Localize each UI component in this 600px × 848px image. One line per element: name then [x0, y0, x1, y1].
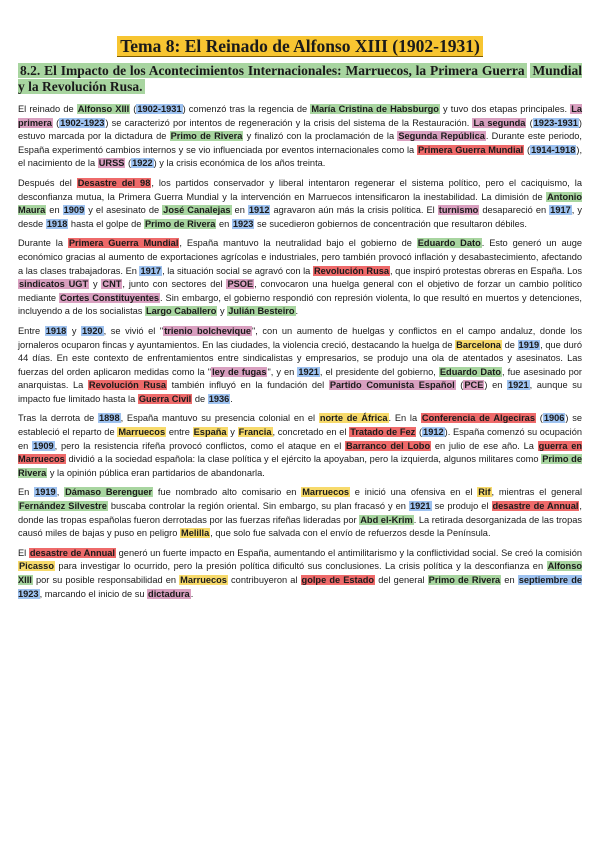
text-run: , marcando el inicio de su [39, 588, 148, 599]
text-run: En [18, 487, 35, 498]
text-run: también influyó en la fundación del [167, 380, 329, 391]
text-run: contribuyeron al [227, 575, 301, 585]
text-run: ( [535, 413, 543, 424]
text-run: , se vivió el " [103, 325, 164, 336]
text-run: , convocaron una huelga general con el objetivo de forzar un cambio político mediante [18, 279, 582, 303]
highlighted-term: Alfonso XIII [77, 104, 130, 114]
highlighted-term: trienio bolchevique [164, 325, 252, 336]
highlighted-term: Melilla [180, 528, 210, 539]
text-run: en [501, 575, 518, 585]
text-run: , junto con sectores del [122, 279, 227, 290]
highlighted-term: 1914-1918 [531, 144, 576, 155]
highlighted-term: ley de fugas [212, 366, 267, 377]
highlighted-term: URSS [98, 158, 125, 169]
text-run: y finalizó con la proclamación de la [243, 131, 398, 142]
text-run: se produjo el [431, 501, 492, 512]
text-run: . En la [388, 413, 421, 424]
highlighted-term: 1912 [248, 205, 270, 216]
highlighted-term: sindicatos UGT [19, 279, 89, 290]
highlighted-term: Primo de Rivera [428, 575, 501, 585]
section-subtitle [18, 63, 582, 95]
text-run: Tras la derrota de [18, 413, 99, 424]
highlighted-term: Tratado de Fez [350, 427, 416, 438]
highlighted-term: Conferencia de Algeciras [421, 413, 535, 424]
text-run: ( [524, 144, 531, 155]
text-run: , los partidos conservador y liberal intentaron regenerar el sistema político, pero el caciquismo, la desconfianza mutua, la Primera Guerra Mundial y la intervención en Marruecos intensificaron la inestabilidad. La dimisión de [18, 177, 582, 202]
text-run: en [231, 205, 248, 216]
highlighted-term: Primera Guerra Mundial [417, 144, 524, 155]
paragraph-5 [18, 412, 582, 480]
text-run: , que solo fue salvada con el envío de refuerzos desde la Península. [210, 528, 491, 539]
text-run: fue nombrado alto comisario en [153, 487, 302, 498]
text-run: de [501, 339, 518, 350]
paragraph-4 [18, 325, 582, 407]
highlighted-term: Revolución Rusa [313, 265, 390, 276]
highlighted-term: 1902-1923 [60, 117, 105, 128]
text-run: ", y en [267, 366, 298, 377]
text-run: y [217, 306, 228, 317]
highlighted-term: Marruecos [302, 487, 350, 498]
text-run: , la situación social se agravó con la [162, 265, 313, 276]
text-run: y [67, 325, 82, 336]
text-run: ) estuvo marcada por la dictadura de [18, 117, 582, 142]
text-run: El reinado de [18, 104, 77, 114]
body-text [18, 103, 582, 601]
text-run: ( [455, 380, 464, 391]
highlighted-term: Antonio Maura [18, 191, 582, 216]
text-run: en [46, 205, 63, 216]
highlighted-term: 1917 [550, 205, 571, 216]
highlighted-term: golpe de Estado [301, 575, 375, 585]
text-run: y [227, 427, 238, 438]
text-run: ) se estableció el reparto de [18, 413, 583, 438]
highlighted-term: 1912 [423, 427, 444, 438]
text-run: Entre [18, 325, 45, 336]
highlighted-term: 1898 [99, 413, 120, 424]
title-wrapper [18, 36, 582, 57]
text-run: buscaba controlar la región oriental. Sin embargo, su plan fracasó y en [107, 501, 409, 512]
highlighted-term: CNT [102, 279, 122, 290]
text-run: , concretado en el [272, 427, 350, 438]
highlighted-term: Dámaso Berenguer [65, 487, 153, 498]
text-run: y tuvo dos etapas principales. [439, 104, 571, 114]
text-run: Después del [18, 177, 77, 188]
text-run: del general [375, 575, 428, 585]
text-run: , España mantuvo su presencia colonial en el [120, 413, 319, 424]
text-run: e inició una ofensiva en el [350, 487, 478, 498]
text-run: , [56, 487, 65, 498]
highlighted-term: 1921 [409, 501, 431, 512]
highlighted-term: 1923 [232, 218, 254, 229]
paragraph-3 [18, 237, 582, 319]
text-run: , mientras el general [491, 487, 583, 498]
highlighted-term: septiembre de 1923 [18, 575, 582, 599]
highlighted-term: Alfonso XIII [18, 561, 582, 585]
highlighted-term: Primo de Rivera [170, 131, 243, 142]
highlighted-term: Picasso [19, 561, 54, 572]
highlighted-term: Julián Besteiro [228, 306, 295, 317]
text-run: , aunque su impacto fue limitado hasta la [18, 380, 583, 404]
highlighted-term: Fernández Silvestre [19, 501, 107, 512]
highlighted-term: guerra en Marruecos [18, 440, 583, 465]
highlighted-term: Marruecos [118, 427, 166, 438]
highlighted-term: PSOE [227, 279, 254, 290]
text-run: agravaron aún más la crisis política. El [270, 205, 438, 216]
text-run: Durante la [18, 238, 68, 249]
highlighted-term: 1919 [35, 487, 56, 498]
text-run: . Esto generó un auge económico gracias al aumento de exportaciones agrícolas e industriales, pero también provocó inflación y desabastecimiento, afectando a las clases trabajadoras. En [18, 238, 583, 276]
highlighted-term: Rif [478, 487, 491, 498]
text-run: , donde las tropas españolas fueron derrotadas por las fuerzas rifeñas lideradas por [18, 501, 582, 525]
paragraph-1 [18, 103, 582, 171]
text-run: hasta el golpe de [68, 218, 144, 229]
highlighted-term: Primera Guerra Mundial [68, 238, 179, 249]
highlighted-term: 1919 [518, 339, 540, 350]
highlighted-term: Barcelona [456, 339, 501, 350]
text-run: . Sin embargo, el gobierno respondió con represión violenta, lo que resultó en muertos y detenciones, incluyendo a de los socialistas [18, 292, 582, 317]
highlighted-term: norte de África [319, 413, 388, 424]
text-run: ", con un aumento de huelgas y conflictos en el campo andaluz, donde los jornaleros ocuparon fincas y ayuntamientos. En las ciudades, la violencia creció, destacando la huelga de [18, 325, 583, 350]
text-run: ( [52, 117, 60, 128]
text-run: en [216, 218, 232, 229]
text-run: , fue asesinado por anarquistas. La [18, 366, 583, 391]
highlighted-term: 1920 [82, 325, 103, 336]
text-run: . Durante este periodo, España experimentó cambios internos y se vio influenciada por eventos internacionales como la [18, 131, 582, 155]
highlighted-term: Cortes Constituyentes [60, 292, 160, 303]
subtitle-line-1: 8.2. El Impacto de los Acontecimientos Internacionales: Marruecos, la Primera Guerra [20, 63, 525, 78]
highlighted-term: Eduardo Dato [439, 366, 501, 377]
highlighted-term: María Cristina de Habsburgo [311, 104, 439, 114]
highlighted-term: Abd el-Krim [360, 514, 413, 525]
highlighted-term: 1909 [33, 440, 54, 451]
text-run: El [18, 547, 29, 558]
subtitle-line-2: Mundial y la Revolución Rusa. [18, 63, 582, 94]
highlighted-term: Marruecos [180, 575, 227, 585]
text-run: , pero la resistencia rifeña provocó conflictos, como el ataque en el [54, 440, 346, 451]
highlighted-term: Guerra Civil [138, 393, 192, 404]
highlighted-term: 1917 [140, 265, 162, 276]
text-run: de [192, 393, 208, 404]
highlighted-term: dictadura [148, 588, 190, 599]
highlighted-term: desastre de Annual [492, 501, 579, 512]
paragraph-6 [18, 486, 582, 540]
text-run: . [295, 306, 299, 317]
text-run: . La retirada desorganizada de las tropas causó miles de bajas y puso en peligro [18, 514, 582, 539]
highlighted-term: desastre de Annual [29, 547, 116, 558]
highlighted-term: Desastre del 98 [77, 177, 151, 188]
highlighted-term: España [193, 427, 227, 438]
highlighted-term: 1909 [63, 205, 85, 216]
text-run: ) se caracterizó por intentos de regeneración y la crisis del sistema de la Restauración. [105, 117, 473, 128]
highlighted-term: 1921 [508, 380, 529, 391]
paragraph-2 [18, 177, 582, 231]
text-run: por su posible responsabilidad en [32, 575, 180, 585]
text-run: ) comenzó tras la regencia de [182, 104, 311, 114]
text-run: , que duró 44 días. En este contexto de enfrentamientos entre sindicalistas y empresarios, se produjo una ola de atentados y asesinatos. Las fuerzas del orden aplicaron medidas como la " [18, 339, 582, 377]
text-run: generó un fuerte impacto en España, aumentando el antimilitarismo y la conflictividad social. Se creó la comisión [116, 547, 582, 558]
text-run: , el presidente del gobierno, [319, 366, 439, 377]
text-run: . [230, 393, 233, 404]
text-run: , que inspiró protestas obreras en España. Los [390, 265, 583, 276]
highlighted-term: 1922 [132, 158, 153, 169]
highlighted-term: 1921 [298, 366, 319, 377]
highlighted-term: Barranco del Lobo [346, 440, 431, 451]
highlighted-term: La segunda [473, 117, 526, 128]
page-title: Tema 8: El Reinado de Alfonso XIII (1902-1931) [117, 36, 483, 57]
highlighted-term: Partido Comunista Español [329, 380, 455, 391]
highlighted-term: PCE [464, 380, 484, 391]
highlighted-term: José Canalejas [163, 205, 231, 216]
highlighted-term: Segunda República [398, 131, 485, 142]
highlighted-term: Primo de Rivera [18, 454, 582, 478]
highlighted-term: La primera [18, 104, 582, 128]
highlighted-term: 1918 [45, 325, 67, 336]
text-run: y [89, 279, 102, 290]
highlighted-term: 1918 [46, 218, 68, 229]
text-run: se sucedieron gobiernos de concentración que resultaron débiles. [254, 218, 527, 229]
text-run: para investigar lo ocurrido, pero la presión política dificultó sus conclusiones. La crisis política y la desconfianza en [54, 561, 547, 572]
text-run: ( [416, 427, 423, 438]
text-run: ) en [484, 380, 508, 391]
highlighted-term: 1906 [543, 413, 565, 424]
text-run: , España mantuvo la neutralidad bajo el gobierno de [179, 238, 417, 249]
text-run: . [190, 588, 194, 599]
paragraph-7 [18, 547, 582, 601]
highlighted-term: 1902-1931 [137, 104, 182, 114]
text-run: en julio de ese año. La [431, 440, 538, 451]
text-run: desapareció en [479, 205, 550, 216]
text-run: entre [166, 427, 193, 438]
text-run: dividió a la sociedad española: la clase política y el ejército la apoyaban, pero la izquierda, algunos militares como [65, 454, 542, 465]
highlighted-term: 1923-1931 [533, 117, 578, 128]
highlighted-term: 1936 [208, 393, 230, 404]
highlighted-term: Francia [238, 427, 272, 438]
highlighted-term: turnismo [438, 205, 479, 216]
highlighted-term: Primo de Rivera [144, 218, 216, 229]
text-run: ), el nacimiento de la [18, 144, 583, 169]
text-run: ) y la crisis económica de los años treinta. [153, 158, 326, 169]
text-run: ( [125, 158, 132, 169]
text-run: ( [526, 117, 533, 128]
text-run: ( [130, 104, 137, 114]
text-run: y el asesinato de [85, 205, 163, 216]
highlighted-term: Largo Caballero [146, 306, 217, 317]
highlighted-term: Revolución Rusa [88, 380, 166, 391]
text-run: y la opinión pública eran partidarios de abandonarla. [47, 467, 265, 478]
highlighted-term: Eduardo Dato [417, 238, 481, 249]
text-run: ). España comenzó su ocupación en [18, 427, 582, 451]
text-run: , y desde [18, 205, 582, 229]
